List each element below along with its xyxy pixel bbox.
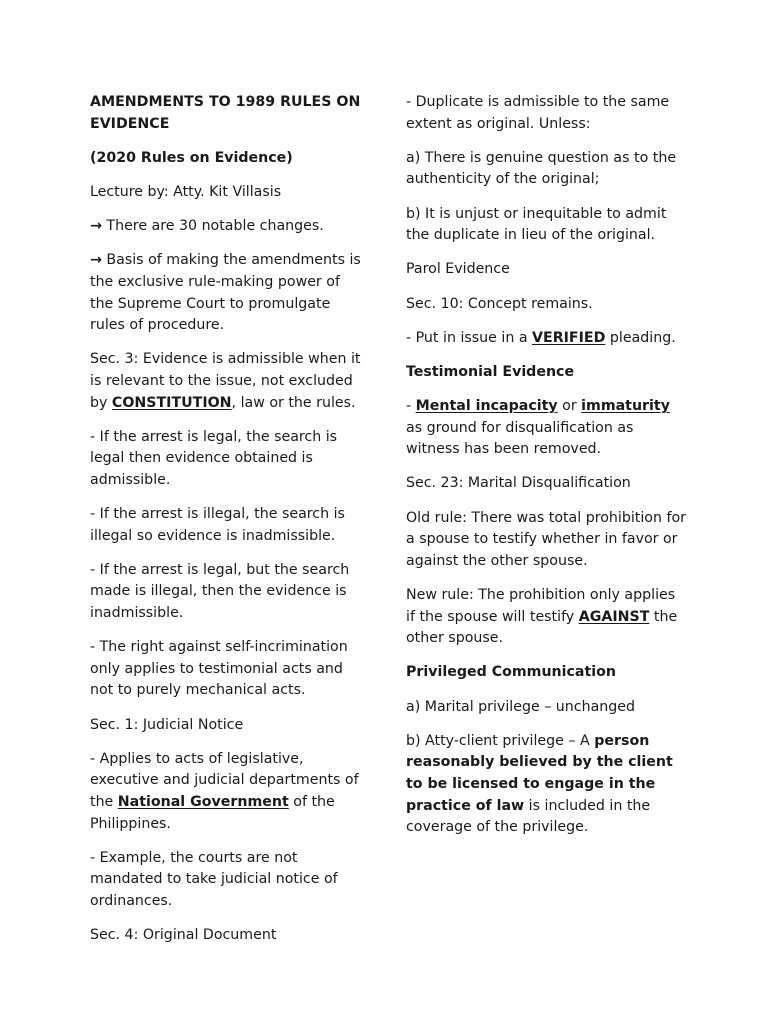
notable-changes-text: There are 30 notable changes. (106, 218, 324, 235)
verified-word: VERIFIED (532, 329, 606, 346)
atty-text-a: b) Atty-client privilege – A (406, 732, 595, 749)
marital-privilege-paragraph: a) Marital privilege – unchanged (406, 698, 635, 715)
atty-text-c: is included in the coverage of the privilege. (406, 797, 651, 836)
mental-text-c: or (557, 398, 582, 415)
arrow-icon: → (90, 252, 102, 269)
new-text-a: New rule: The prohibition only applies if the spouse will testify (406, 587, 676, 625)
arrest-legal-paragraph: - If the arrest is legal, the search is legal then evidence obtained is admissible. (90, 428, 338, 488)
against-word: AGAINST (578, 608, 650, 625)
mental-incapacity-term: Mental incapacity (415, 398, 558, 415)
mental-text-e: as ground for disqualification as witness has been removed. (406, 419, 634, 458)
sec3-text-a: Sec. 3: Evidence is admissible when it is relevant to the issue, not excluded by (90, 351, 361, 411)
applies-text-c: of the Philippines. (90, 793, 335, 832)
put-text-a: - Put in issue in a (406, 329, 533, 346)
sec23-heading: Sec. 23: Marital Disqualification (406, 475, 631, 492)
self-incrimination-paragraph: - The right against self-incrimination only applies to testimonial acts and not to purely mechanical acts. (90, 639, 348, 699)
notable-changes-line (90, 216, 366, 238)
left-column (90, 92, 366, 959)
new-rule-paragraph (406, 585, 686, 650)
new-text-c: the other spouse. (406, 608, 678, 647)
basis-text: Basis of making the amendments is the exclusive rule-making power of the Supreme Court to promulgate rules of procedure. (90, 252, 361, 334)
duplicate-paragraph: - Duplicate is admissible to the same extent as original. Unless: (406, 94, 670, 132)
applies-text-a: - Applies to acts of legislative, executive and judicial departments of the (90, 750, 359, 810)
put-in-issue-paragraph (406, 328, 686, 350)
mental-text-a: - (406, 398, 416, 415)
atty-bold-phrase: person reasonably believed by the client to be licensed to engage in the practice of law (406, 732, 673, 814)
put-text-c: pleading. (605, 329, 676, 346)
sec4-heading: Sec. 4: Original Document (90, 927, 277, 944)
old-rule-paragraph: Old rule: There was total prohibition for a spouse to testify whether in favor or against the other spouse. (406, 509, 686, 569)
mental-incapacity-paragraph (406, 396, 686, 461)
arrest-legal-search-illegal-paragraph: - If the arrest is legal, but the search made is illegal, then the evidence is inadmissible. (90, 561, 350, 622)
privileged-heading: Privileged Communication (406, 664, 616, 681)
sec3-text-c: , law or the rules. (231, 394, 356, 411)
arrest-illegal-paragraph: - If the arrest is illegal, the search is illegal so evidence is inadmissible. (90, 506, 345, 544)
sec10-paragraph: Sec. 10: Concept remains. (406, 295, 593, 312)
document-title: AMENDMENTS TO 1989 RULES ON EVIDENCE (90, 94, 361, 132)
basis-line (90, 250, 366, 336)
applies-paragraph (90, 749, 366, 835)
right-column (406, 92, 686, 851)
example-paragraph: - Example, the courts are not mandated to take judicial notice of ordinances. (90, 849, 338, 909)
sec3-constitution: CONSTITUTION (111, 394, 232, 411)
lecturer-line: Lecture by: Atty. Kit Villasis (90, 183, 282, 200)
sec3-paragraph (90, 349, 366, 414)
sec1-heading: Sec. 1: Judicial Notice (90, 716, 244, 733)
atty-client-paragraph (406, 731, 686, 839)
item-a-paragraph: a) There is genuine question as to the authenticity of the original; (406, 149, 677, 188)
parol-heading: Parol Evidence (406, 261, 510, 278)
arrow-icon: → (90, 218, 102, 235)
immaturity-term: immaturity (581, 398, 670, 415)
national-government: National Government (117, 793, 289, 810)
item-b-paragraph: b) It is unjust or inequitable to admit the duplicate in lieu of the original. (406, 205, 667, 244)
testimonial-heading: Testimonial Evidence (406, 363, 575, 380)
document-subtitle: (2020 Rules on Evidence) (90, 149, 293, 166)
